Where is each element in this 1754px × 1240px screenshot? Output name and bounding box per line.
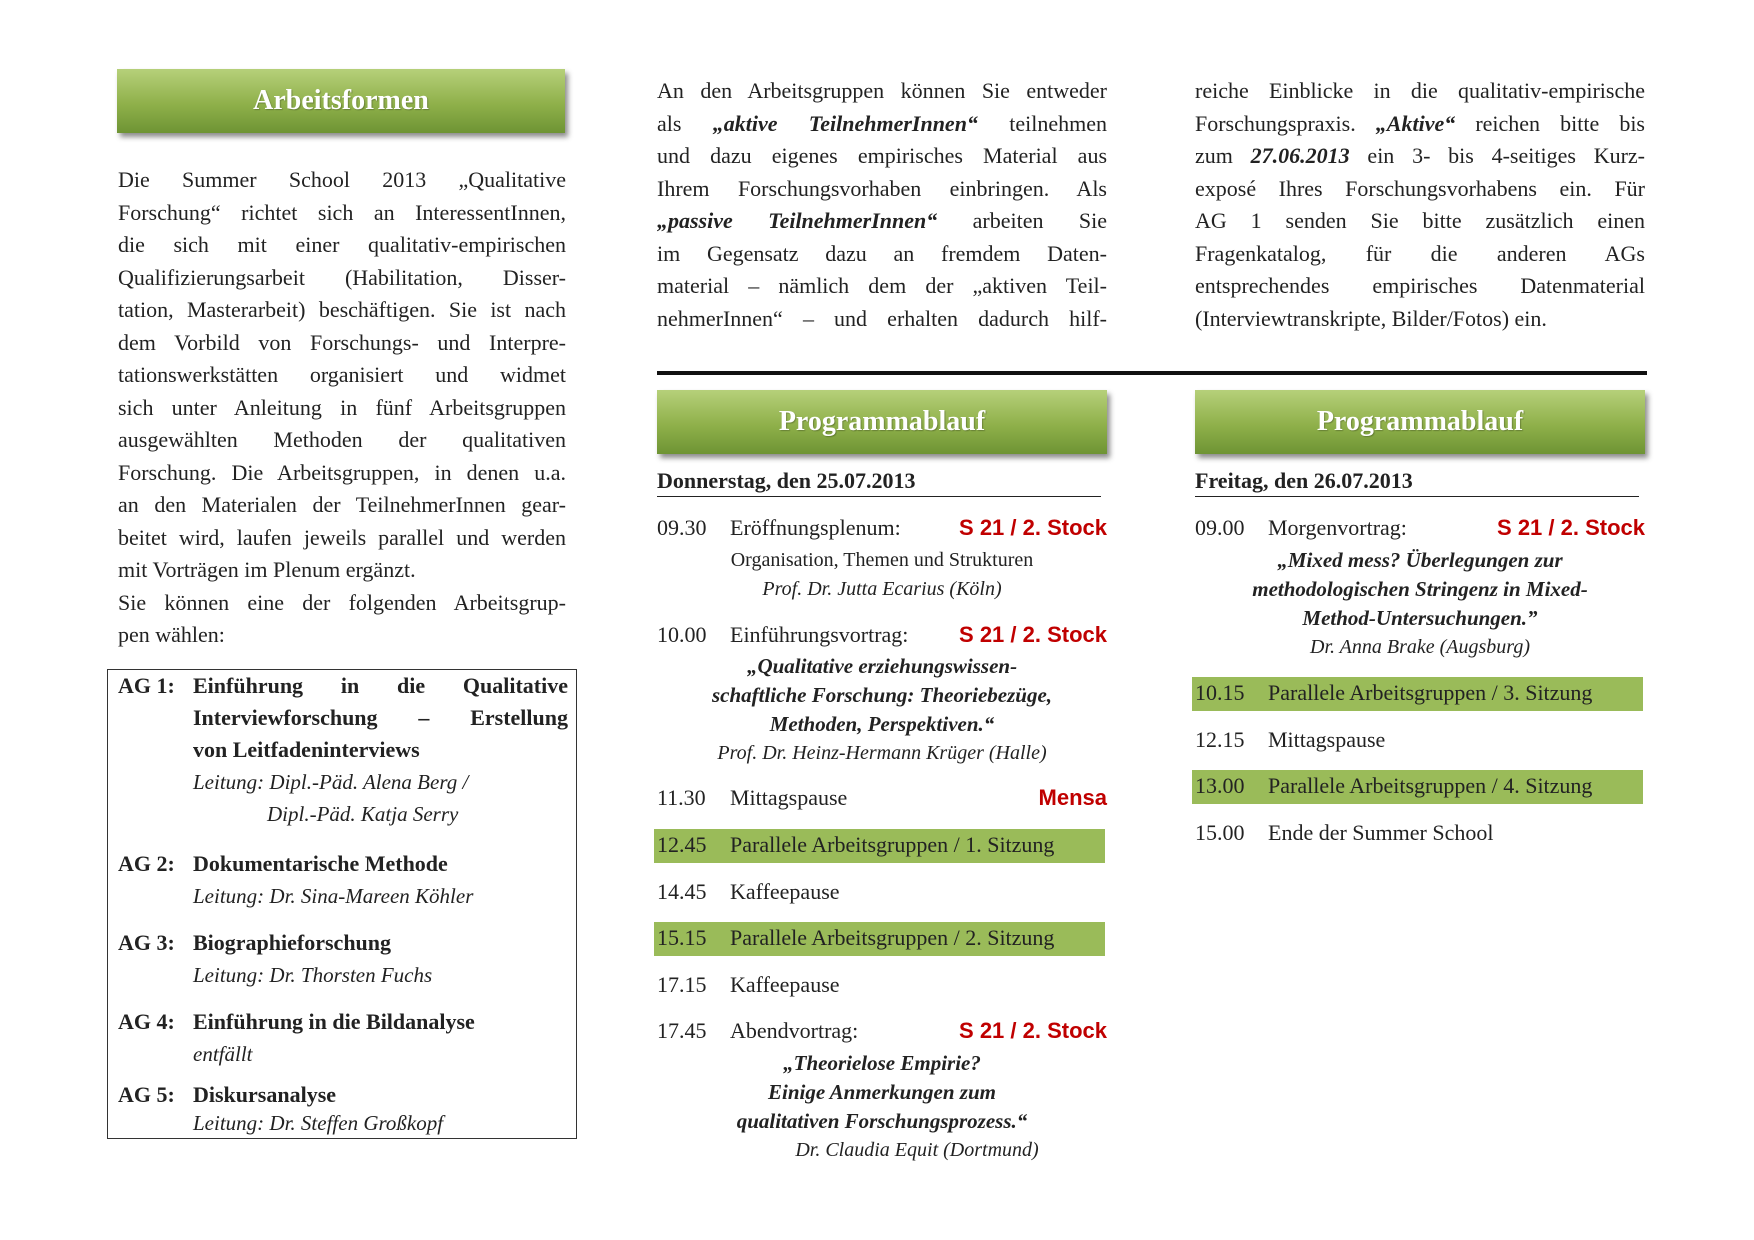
text-line: material – nämlich dem der „aktiven Teil- bbox=[657, 273, 1107, 298]
intro-line: Forschung. Die Arbeitsgruppen, in denen u.a. bbox=[118, 459, 566, 485]
row-time: 09.00 bbox=[1195, 515, 1245, 540]
row-desc: Ende der Summer School bbox=[1268, 820, 1494, 845]
talk-title-line: „Mixed mess? Überlegungen zur bbox=[1277, 548, 1563, 572]
intro-line: dem Vorbild von Forschungs- und Interpre- bbox=[118, 329, 566, 355]
day-heading-friday: Freitag, den 26.07.2013 bbox=[1195, 467, 1639, 497]
schedule-row bbox=[657, 1016, 1107, 1046]
ag-list-box bbox=[107, 669, 577, 1139]
ag-title: Dokumentarische Methode bbox=[193, 851, 448, 876]
talk-title-line: qualitativen Forschungsprozess.“ bbox=[736, 1109, 1028, 1133]
schedule-row bbox=[1195, 818, 1645, 848]
submission-paragraph bbox=[1195, 75, 1645, 335]
text-line: im Gegensatz dazu an fremdem Daten- bbox=[657, 240, 1107, 266]
banner-title: Programmablauf bbox=[778, 406, 986, 437]
talk-title-line: „Qualitative erziehungswissen- bbox=[746, 654, 1018, 678]
text-span: arbeiten Sie bbox=[937, 208, 1107, 233]
text-line: Ihrem Forschungsvorhaben einbringen. Als bbox=[657, 175, 1107, 201]
intro-line: pen wählen: bbox=[118, 622, 225, 647]
ag-title: Biographieforschung bbox=[193, 930, 392, 955]
intro-line: Qualifizierungsarbeit (Habilitation, Disser- bbox=[118, 264, 566, 290]
ag-leader-line: Dipl.-Päd. Katja Serry bbox=[267, 802, 459, 826]
speaker-name: Prof. Dr. Heinz-Hermann Krüger (Halle) bbox=[717, 742, 1047, 764]
ag-number: AG 1: bbox=[118, 673, 175, 698]
ag-title-line: Interviewforschung – Erstellung bbox=[193, 705, 568, 730]
row-desc: Abendvortrag: bbox=[730, 1018, 859, 1043]
ag-leader: Leitung: Dr. Steffen Großkopf bbox=[193, 1111, 444, 1135]
row-desc: Parallele Arbeitsgruppen / 4. Sitzung bbox=[1268, 773, 1593, 798]
row-desc: Parallele Arbeitsgruppen / 1. Sitzung bbox=[730, 832, 1055, 857]
text-line: Fragenkatalog, für die anderen AGs bbox=[1195, 240, 1645, 266]
schedule-row bbox=[657, 620, 1107, 650]
intro-paragraph bbox=[118, 164, 566, 652]
row-desc: Einführungsvortrag: bbox=[730, 622, 909, 647]
intro-line: die sich mit einer qualitativ-empirischen bbox=[118, 232, 566, 257]
talk-title-line: methodologischen Stringenz in Mixed- bbox=[1252, 577, 1588, 601]
emphasis-passive: „passive TeilnehmerInnen“ bbox=[657, 208, 938, 233]
text-span: teilnehmen bbox=[977, 110, 1107, 136]
talk-title-line: schaftliche Forschung: Theoriebezüge, bbox=[711, 683, 1053, 707]
text-line: exposé Ihres Forschungsvorhabens ein. Für bbox=[1195, 175, 1645, 201]
ag-title: Einführung in die Bildanalyse bbox=[193, 1009, 475, 1034]
intro-line: beitet wird, laufen jeweils parallel und werden bbox=[118, 524, 566, 550]
row-location: S 21 / 2. Stock bbox=[959, 1018, 1107, 1043]
talk-block bbox=[657, 1049, 1107, 1165]
text-line bbox=[1195, 108, 1645, 141]
schedule-row bbox=[657, 513, 1107, 543]
ag-5 bbox=[118, 1079, 568, 1139]
schedule-row bbox=[657, 877, 1107, 907]
ag-title bbox=[193, 670, 568, 766]
text-line: AG 1 senden Sie bitte zusätzlich einen bbox=[1195, 208, 1645, 233]
emphasis-aktive: „Aktive“ bbox=[1375, 110, 1456, 136]
intro-line: Forschung“ richtet sich an InteressentInnen, bbox=[118, 199, 566, 225]
text-span: als bbox=[657, 110, 713, 136]
row-location: S 21 / 2. Stock bbox=[1497, 515, 1645, 540]
intro-line: tation, Masterarbeit) beschäftigen. Sie ist nach bbox=[118, 297, 566, 322]
row-time: 12.15 bbox=[1195, 727, 1245, 752]
row-time: 14.45 bbox=[657, 879, 707, 904]
row-time: 10.15 bbox=[1195, 680, 1245, 705]
schedule-row-workgroup bbox=[657, 830, 1107, 860]
row-time: 15.00 bbox=[1195, 820, 1245, 845]
text-line bbox=[657, 205, 1107, 238]
talk-block bbox=[657, 652, 1107, 768]
schedule-row-workgroup bbox=[1195, 771, 1645, 801]
ag-title: Diskursanalyse bbox=[193, 1082, 337, 1107]
ag-3 bbox=[118, 927, 568, 991]
text-span: Forschungspraxis. bbox=[1195, 110, 1376, 136]
row-time: 09.30 bbox=[657, 515, 707, 540]
row-desc: Mittagspause bbox=[1268, 727, 1386, 752]
text-span: ein 3- bis 4-seitiges Kurz- bbox=[1349, 143, 1645, 168]
talk-title-line: „Theorielose Empirie? bbox=[783, 1051, 981, 1075]
text-span: reichen bitte bis bbox=[1455, 110, 1645, 136]
subtitle-text: Organisation, Themen und Strukturen bbox=[730, 549, 1034, 571]
schedule-row bbox=[1195, 725, 1645, 755]
schedule-row-workgroup bbox=[657, 923, 1107, 953]
text-span: zum bbox=[1195, 143, 1251, 168]
ag-number: AG 5: bbox=[118, 1082, 175, 1107]
ag-leader: Leitung: Dr. Sina-Mareen Köhler bbox=[193, 884, 474, 908]
row-time: 13.00 bbox=[1195, 773, 1245, 798]
talk-title-line: Einige Anmerkungen zum bbox=[768, 1080, 996, 1104]
row-location: S 21 / 2. Stock bbox=[959, 515, 1107, 540]
deadline-date: 27.06.2013 bbox=[1250, 143, 1350, 168]
row-desc: Kaffeepause bbox=[730, 879, 840, 904]
ag-title-line: Einführung in die Qualitative bbox=[193, 673, 568, 698]
text-line: nehmerInnen“ – und erhalten dadurch hilf- bbox=[657, 305, 1107, 331]
schedule-row-workgroup bbox=[1195, 678, 1645, 708]
programmablauf-banner-day1 bbox=[657, 390, 1107, 454]
ag-leader: Leitung: Dr. Thorsten Fuchs bbox=[193, 963, 433, 987]
row-time: 17.45 bbox=[657, 1018, 707, 1043]
schedule-row bbox=[657, 783, 1107, 813]
row-desc: Mittagspause bbox=[730, 785, 848, 810]
intro-line: Die Summer School 2013 „Qualitative bbox=[118, 167, 566, 192]
section-divider bbox=[657, 371, 1647, 375]
text-line: und dazu eigenes empirisches Material aus bbox=[657, 143, 1107, 168]
ag-number: AG 2: bbox=[118, 851, 175, 876]
row-subtitle bbox=[657, 546, 1107, 604]
schedule-row bbox=[1195, 513, 1645, 543]
intro-line: ausgewählten Methoden der qualitativen bbox=[118, 427, 566, 452]
ag-leader bbox=[193, 766, 568, 830]
row-time: 11.30 bbox=[657, 785, 706, 810]
ag-leader: entfällt bbox=[193, 1042, 253, 1066]
speaker-name: Dr. Anna Brake (Augsburg) bbox=[1310, 636, 1530, 658]
banner-title: Programmablauf bbox=[1316, 406, 1524, 437]
text-line: entsprechendes empirisches Datenmaterial bbox=[1195, 273, 1645, 298]
intro-line: sich unter Anleitung in fünf Arbeitsgruppen bbox=[118, 394, 566, 420]
row-time: 17.15 bbox=[657, 972, 707, 997]
speaker-name: Prof. Dr. Jutta Ecarius (Köln) bbox=[762, 578, 1002, 600]
talk-title-line: Methoden, Perspektiven.“ bbox=[769, 712, 995, 736]
ag-number: AG 4: bbox=[118, 1009, 175, 1034]
row-desc: Parallele Arbeitsgruppen / 3. Sitzung bbox=[1268, 680, 1593, 705]
row-desc: Kaffeepause bbox=[730, 972, 840, 997]
talk-title-line: Method-Untersuchungen.” bbox=[1302, 606, 1538, 630]
text-line: An den Arbeitsgruppen können Sie entweder bbox=[657, 78, 1107, 103]
intro-line: tationswerkstätten organisiert und widmet bbox=[118, 362, 566, 387]
intro-line: Sie können eine der folgenden Arbeitsgrup- bbox=[118, 589, 566, 615]
row-desc: Eröffnungsplenum: bbox=[730, 515, 901, 540]
text-line: reiche Einblicke in die qualitativ-empirische bbox=[1195, 78, 1645, 103]
text-line bbox=[1195, 140, 1645, 173]
schedule-row bbox=[657, 970, 1107, 1000]
row-location: S 21 / 2. Stock bbox=[959, 622, 1107, 647]
ag-title-line: von Leitfadeninterviews bbox=[193, 737, 420, 762]
programmablauf-banner-day2 bbox=[1195, 390, 1645, 454]
ag-1 bbox=[118, 670, 568, 830]
participation-paragraph bbox=[657, 75, 1107, 335]
row-location: Mensa bbox=[1038, 785, 1107, 810]
arbeitsformen-banner bbox=[117, 69, 565, 133]
row-time: 10.00 bbox=[657, 622, 707, 647]
ag-4 bbox=[118, 1006, 568, 1070]
speaker-name: Dr. Claudia Equit (Dortmund) bbox=[795, 1139, 1039, 1161]
intro-line: mit Vorträgen im Plenum ergänzt. bbox=[118, 557, 416, 582]
row-desc: Parallele Arbeitsgruppen / 2. Sitzung bbox=[730, 925, 1055, 950]
day-heading-thursday: Donnerstag, den 25.07.2013 bbox=[657, 467, 1101, 497]
ag-leader-line: Leitung: Dipl.-Päd. Alena Berg / bbox=[193, 770, 469, 794]
banner-title: Arbeitsformen bbox=[253, 85, 429, 116]
text-line bbox=[657, 108, 1107, 141]
row-time: 12.45 bbox=[657, 832, 707, 857]
row-time: 15.15 bbox=[657, 925, 707, 950]
row-desc: Morgenvortrag: bbox=[1268, 515, 1407, 540]
emphasis-active: „aktive TeilnehmerInnen“ bbox=[712, 110, 978, 136]
ag-number: AG 3: bbox=[118, 930, 175, 955]
ag-2 bbox=[118, 848, 568, 912]
intro-line: an den Materialen der TeilnehmerInnen gear- bbox=[118, 492, 566, 517]
text-line: (Interviewtranskripte, Bilder/Fotos) ein. bbox=[1195, 305, 1547, 331]
talk-block bbox=[1195, 546, 1645, 662]
